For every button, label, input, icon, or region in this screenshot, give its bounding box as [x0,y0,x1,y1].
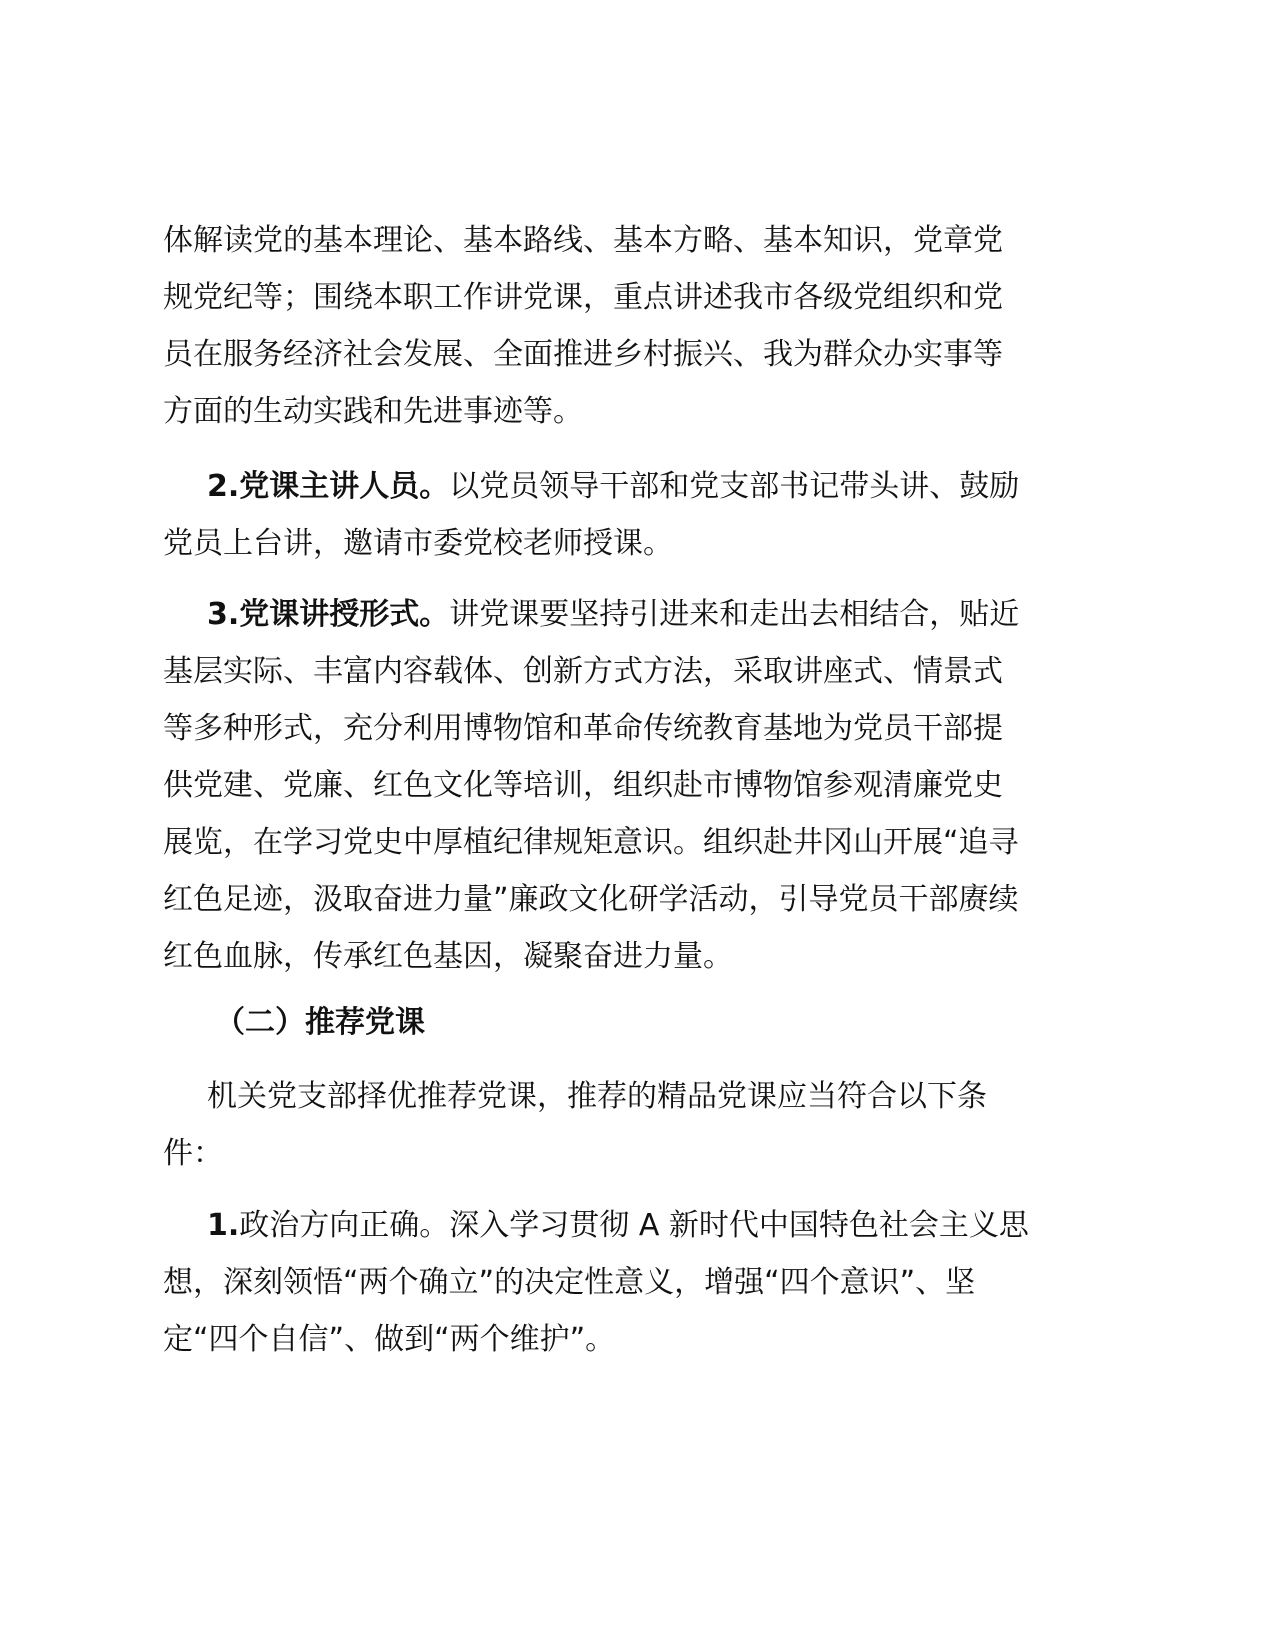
paragraph-line: 定“四个自信”、做到“两个维护”。 [163,1322,616,1357]
paragraph-line: 红色血脉，传承红色基因，凝聚奋进力量。 [163,939,733,974]
paragraph-line: 供党建、党廉、红色文化等培训，组织赴市博物馆参观清廉党史 [163,768,1003,803]
paragraph-line: 等多种形式，充分利用博物馆和革命传统教育基地为党员干部提 [163,711,1003,746]
paragraph-recommendation [163,1068,1113,1182]
paragraph-first-line [163,586,1113,643]
item-number: 1. [207,1208,240,1243]
paragraph-first-line [163,458,1113,515]
paragraph-line: 规党纪等；围绕本职工作讲党课，重点讲述我市各级党组织和党 [163,280,1003,315]
section-heading-text: （二）推荐党课 [215,1005,425,1040]
item-text: 讲党课要坚持引进来和走出去相结合，贴近 [449,597,1020,632]
paragraph-line: 件： [163,1136,223,1171]
paragraph-political-direction [163,1197,1113,1368]
paragraph-teaching-format [163,586,1113,985]
paragraph-line: 想，深刻领悟“两个确立”的决定性意义，增强“四个意识”、坚 [163,1265,976,1300]
section-heading [163,994,1113,1051]
paragraph-speakers [163,458,1113,572]
paragraph-line: 机关党支部择优推荐党课，推荐的精品党课应当符合以下条 [207,1079,987,1114]
item-text: 以党员领导干部和党支部书记带头讲、鼓励 [449,469,1020,504]
paragraph-content-explanation [163,212,1113,440]
paragraph-first-line [163,1197,1113,1254]
paragraph-line: 方面的生动实践和先进事迹等。 [163,394,583,429]
paragraph-line: 体解读党的基本理论、基本路线、基本方略、基本知识，党章党 [163,223,1003,258]
paragraph-line: 党员上台讲，邀请市委党校老师授课。 [163,526,673,561]
paragraph-line: 展览，在学习党史中厚植纪律规矩意识。组织赴井冈山开展“追寻 [163,825,1019,860]
item-text: 政治方向正确。深入学习贯彻 A 新时代中国特色社会主义思 [239,1208,1029,1243]
item-heading: 3.党课讲授形式。 [207,597,450,632]
paragraph-line: 基层实际、丰富内容载体、创新方式方法，采取讲座式、情景式 [163,654,1003,689]
paragraph-line: 员在服务经济社会发展、全面推进乡村振兴、我为群众办实事等 [163,337,1003,372]
paragraph-line: 红色足迹，汲取奋进力量”廉政文化研学活动，引导党员干部赓续 [163,882,1019,917]
item-heading: 2.党课主讲人员。 [207,469,450,504]
